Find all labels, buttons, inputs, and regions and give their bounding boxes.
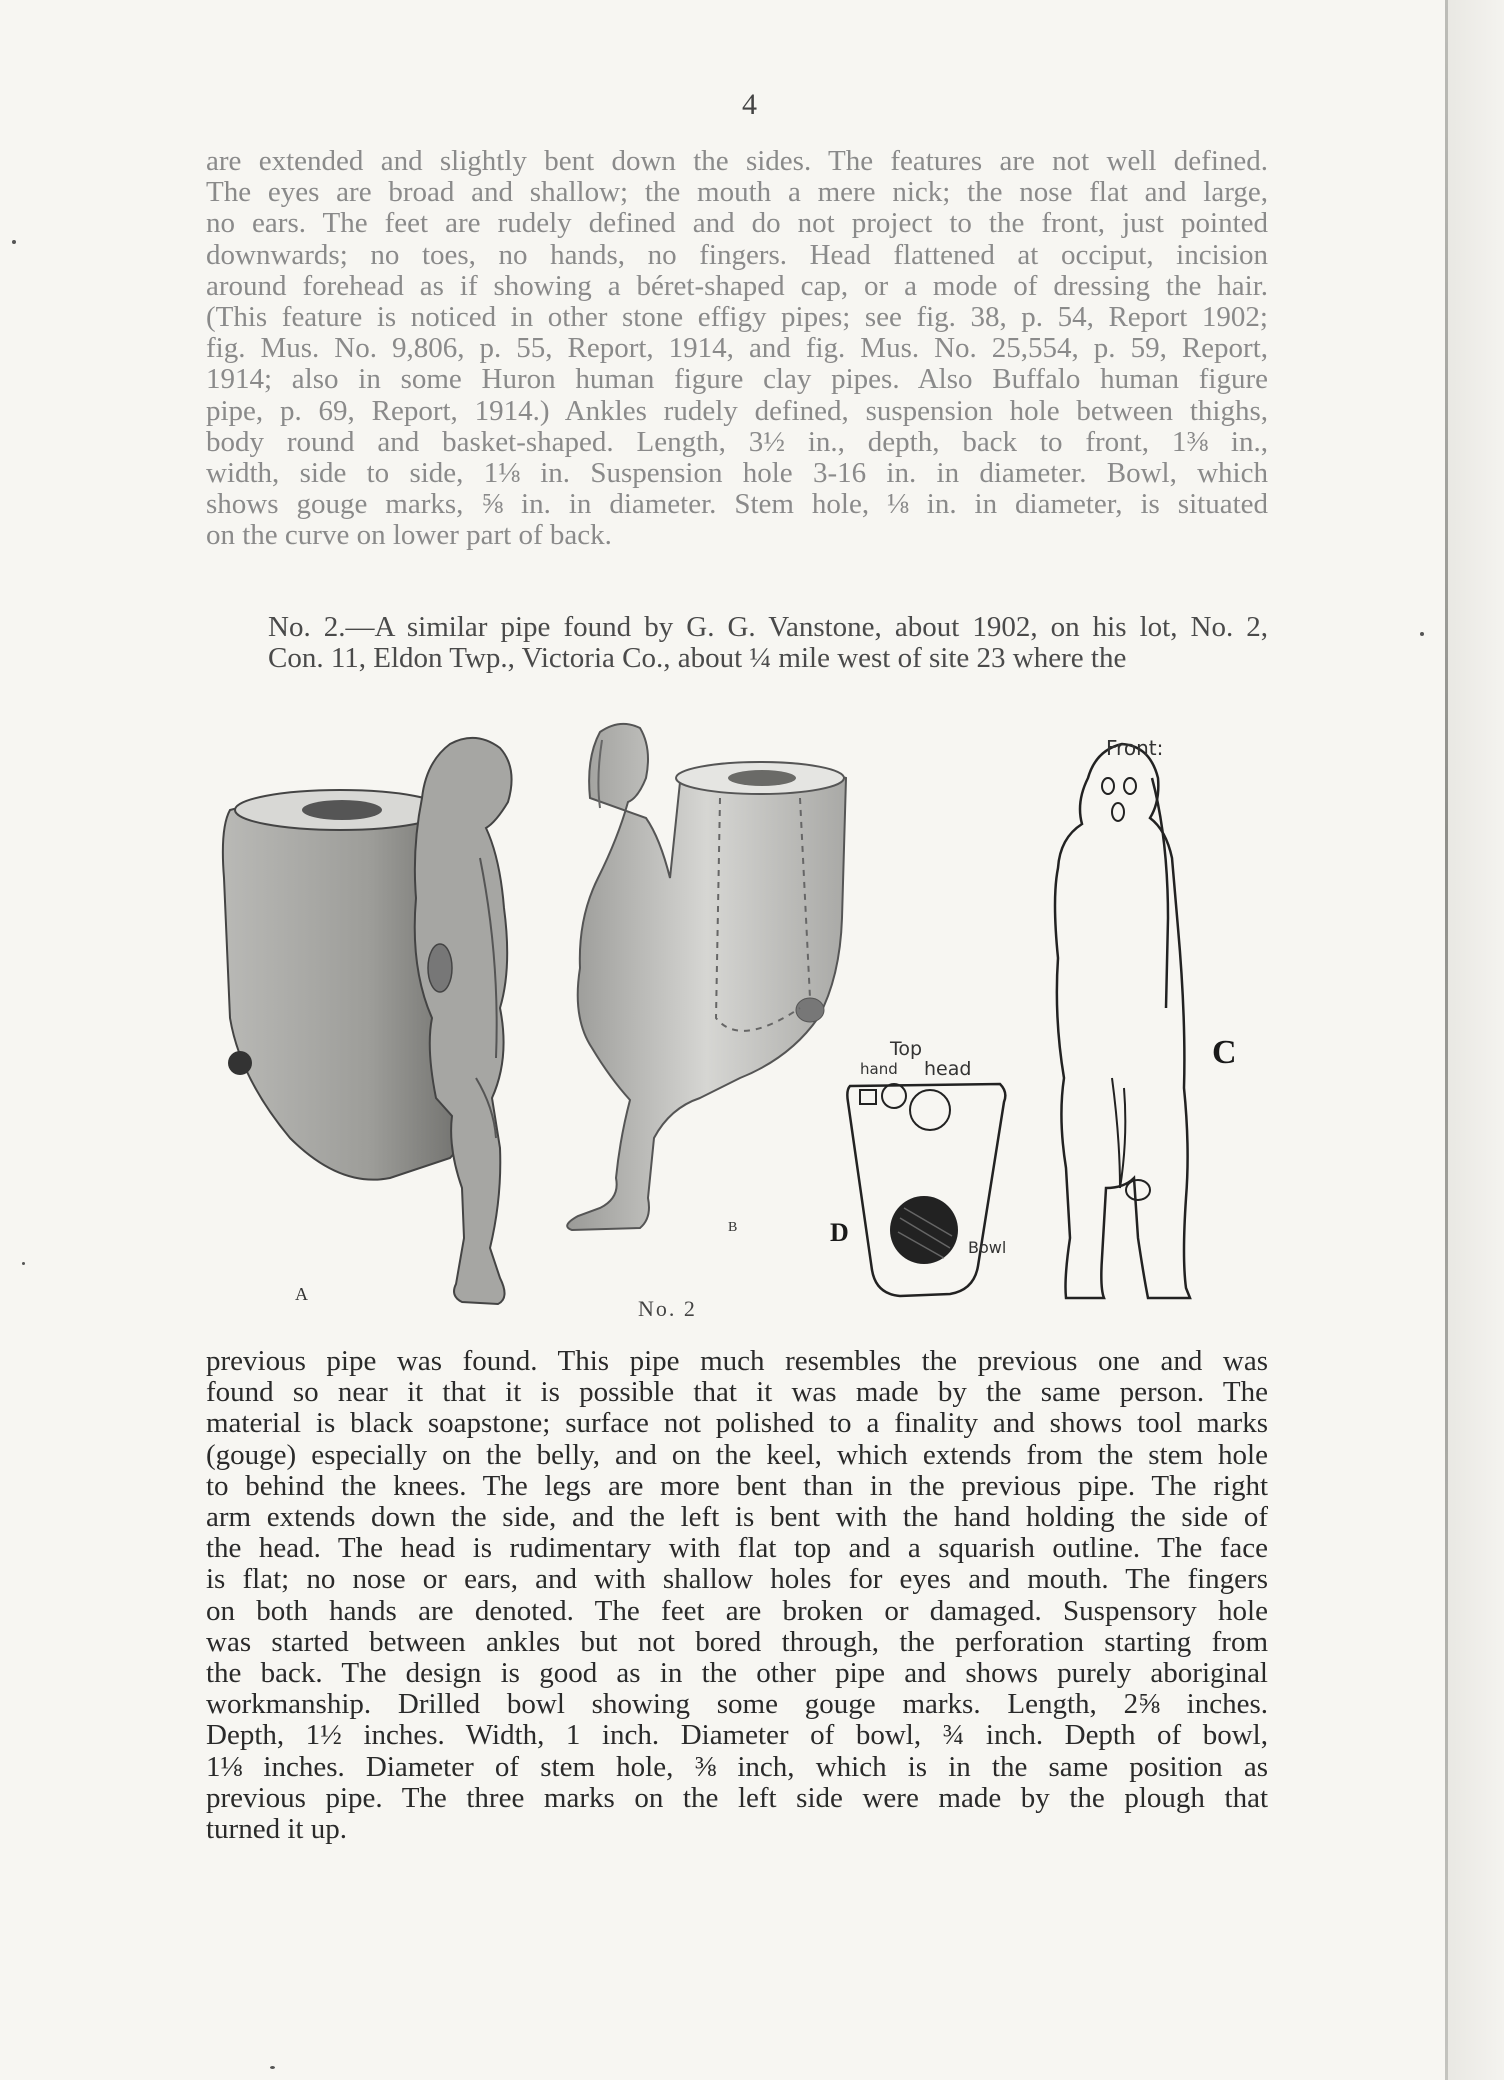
text-line: downwards; no toes, no hands, no fingers. Head flattened at occiput, incision xyxy=(206,239,1268,271)
figure-label-front: Front: xyxy=(1106,736,1164,760)
pipe-drawings xyxy=(200,718,1280,1318)
text-line: no ears. The feet are rudely defined and do not project to the front, just pointed xyxy=(206,208,1268,240)
text-line: the head. The head is rudimentary with flat top and a squarish outline. The face xyxy=(206,1533,1268,1565)
text-line: arm extends down the side, and the left is bent with the hand holding the side of xyxy=(206,1502,1268,1534)
figure-pipe-illustrations xyxy=(200,718,1280,1321)
text-line: No. 2.—A similar pipe found by G. G. Vanstone, about 1902, on his lot, No. 2, xyxy=(268,612,1268,643)
paragraph-3 xyxy=(206,1346,1268,1845)
figure-label-a: A xyxy=(295,1284,308,1304)
pipe-b-drawing xyxy=(567,724,846,1230)
text-line: Depth, 1½ inches. Width, 1 inch. Diameter of bowl, ¾ inch. Depth of bowl, xyxy=(206,1720,1268,1752)
paragraph-1 xyxy=(206,146,1268,552)
text-line: workmanship. Drilled bowl showing some gouge marks. Length, 2⅝ inches. xyxy=(206,1689,1268,1721)
text-line: fig. Mus. No. 9,806, p. 55, Report, 1914, and fig. Mus. No. 25,554, p. 59, Report, xyxy=(206,333,1268,365)
page-edge-line xyxy=(1445,0,1448,2080)
figure-label-bowl: Bowl xyxy=(968,1238,1007,1257)
text-line: (This feature is noticed in other stone effigy pipes; see fig. 38, p. 54, Report 1902; xyxy=(206,302,1268,334)
text-line: body round and basket-shaped. Length, 3½ in., depth, back to front, 1⅜ in., xyxy=(206,426,1268,458)
text-line: 1⅛ inches. Diameter of stem hole, ⅜ inch, which is in the same position as xyxy=(206,1751,1268,1783)
scan-speck xyxy=(270,2066,275,2069)
text-line: found so near it that it is possible that it was made by the same person. The xyxy=(206,1377,1268,1409)
text-line: previous pipe was found. This pipe much resembles the previous one and was xyxy=(206,1346,1268,1377)
text-line: are extended and slightly bent down the sides. The features are not well defined. xyxy=(206,146,1268,177)
text-line: turned it up. xyxy=(206,1814,347,1846)
paragraph-3-text xyxy=(206,1346,1268,1845)
figure-label-head: head xyxy=(924,1058,972,1080)
text-line: on the curve on lower part of back. xyxy=(206,520,612,552)
scan-speck xyxy=(12,240,16,244)
pipe-top-view-diagram xyxy=(847,1084,1005,1296)
text-line: The eyes are broad and shallow; the mouth a mere nick; the nose flat and large, xyxy=(206,177,1268,209)
figure-label-c: C xyxy=(1212,1034,1237,1071)
text-line: on both hands are denoted. The feet are broken or damaged. Suspensory hole xyxy=(206,1595,1268,1627)
pipe-front-view-drawing xyxy=(1055,744,1190,1298)
scan-speck xyxy=(22,1262,25,1265)
text-line: to behind the knees. The legs are more bent than in the previous pipe. The right xyxy=(206,1470,1268,1502)
text-line: pipe, p. 69, Report, 1914.) Ankles rudely defined, suspension hole between thighs, xyxy=(206,395,1268,427)
page-number: 4 xyxy=(742,88,757,121)
figure-caption: No. 2 xyxy=(638,1296,697,1321)
paragraph-2 xyxy=(206,612,1268,674)
text-line: the back. The design is good as in the other pipe and shows purely aboriginal xyxy=(206,1658,1268,1690)
figure-label-b: B xyxy=(728,1220,738,1235)
text-line: previous pipe. The three marks on the left side were made by the plough that xyxy=(206,1782,1268,1814)
text-line: Con. 11, Eldon Twp., Victoria Co., about ¼ mile west of site 23 where the xyxy=(268,643,1127,675)
text-line: was started between ankles but not bored through, the perforation starting from xyxy=(206,1626,1268,1658)
text-line: is flat; no nose or ears, and with shallow holes for eyes and mouth. The fingers xyxy=(206,1564,1268,1596)
figure-label-hand: hand xyxy=(860,1060,898,1078)
page-margin-shadow xyxy=(1448,0,1504,2080)
figure-label-d: D xyxy=(830,1218,849,1247)
paragraph-2-text xyxy=(206,612,1268,674)
text-line: 1914; also in some Huron human figure clay pipes. Also Buffalo human figure xyxy=(206,364,1268,396)
text-line: material is black soapstone; surface not polished to a finality and shows tool marks xyxy=(206,1408,1268,1440)
paragraph-1-text xyxy=(206,146,1268,552)
figure-label-top: Top xyxy=(890,1038,923,1060)
text-line: width, side to side, 1⅛ in. Suspension hole 3-16 in. in diameter. Bowl, which xyxy=(206,458,1268,490)
scan-speck xyxy=(1420,632,1424,636)
text-line: (gouge) especially on the belly, and on the keel, which extends from the stem hole xyxy=(206,1439,1268,1471)
text-line: shows gouge marks, ⅝ in. in diameter. Stem hole, ⅛ in. in diameter, is situated xyxy=(206,489,1268,521)
text-line: around forehead as if showing a béret-shaped cap, or a mode of dressing the hair. xyxy=(206,270,1268,302)
pipe-a-drawing xyxy=(223,738,512,1304)
